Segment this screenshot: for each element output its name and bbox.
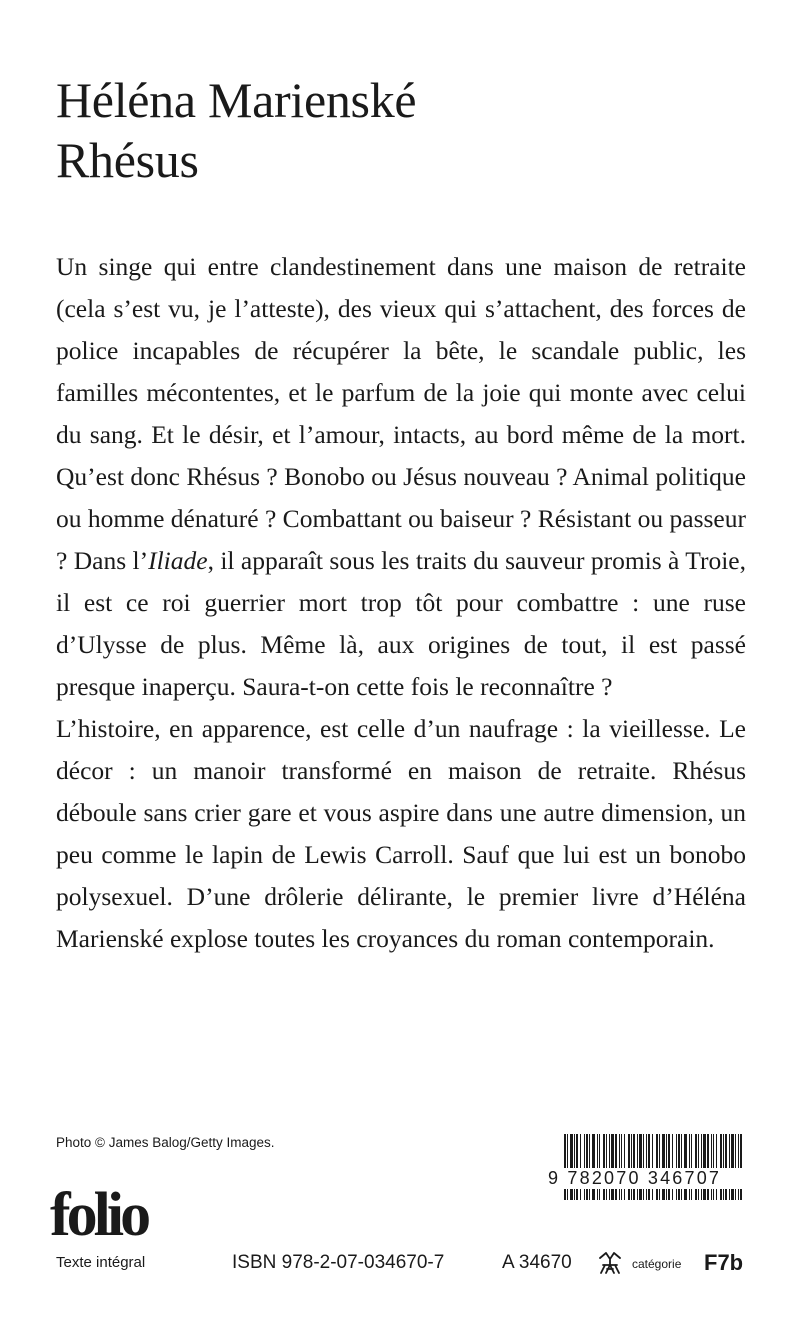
back-cover-blurb: [56, 246, 746, 960]
catalog-code: A 34670: [502, 1252, 572, 1273]
isbn: ISBN 978-2-07-034670-7: [232, 1252, 445, 1273]
category-code: F7b: [704, 1250, 744, 1275]
barcode-number: 9 782070 346707: [548, 1168, 748, 1189]
blurb-text: Un singe qui entre clandestinement dans une maison de retraite (cela s’est vu, je l’atteste), des vieux qui s’attachent, des forces de police incapables de récupérer la bête, le scandale public, les familles mécontentes, et le parfum de la joie qui monte avec celui du sang. Et le désir, et l’amour, intacts, au bord même de la mort. Qu’est donc Rhésus ? Bonobo ou Jésus nouveau ? Animal politique ou homme dénaturé ? Combattant ou baiseur ? Résistant ou passeur ? Dans l’: [56, 252, 746, 575]
book-heading: [56, 70, 416, 190]
photo-credit: Photo © James Balog/Getty Images.: [56, 1135, 275, 1150]
blurb-text: , il apparaît sous les traits du sauveur promis à Troie, il est ce roi guerrier mort trop tôt pour combattre : une ruse d’Ulysse de plus. Même là, aux origines de tout, il est passé presque inaperçu. Saura-t-on cette fois le reconnaître ?: [56, 546, 746, 701]
publisher-logo: folio: [50, 1181, 148, 1249]
category-label: catégorie: [632, 1257, 682, 1271]
author-name: Héléna Marienské: [56, 72, 417, 128]
blurb-paragraph-1: [56, 246, 746, 708]
gallimard-emblem-icon: [597, 1250, 623, 1276]
blurb-italic-title: Iliade: [148, 546, 208, 575]
book-title: Rhésus: [56, 132, 199, 188]
barcode-icon: [564, 1134, 744, 1200]
publisher-subtitle: Texte intégral: [56, 1254, 146, 1271]
blurb-paragraph-2: L’histoire, en apparence, est celle d’un naufrage : la vieillesse. Le décor : un manoir transformé en maison de retraite. Rhésus déboule sans crier gare et vous aspire dans une autre dimension, un peu comme le lapin de Lewis Carroll. Sauf que lui est un bonobo polysexuel. D’une drôlerie délirante, le premier livre d’Héléna Marienské explose toutes les croyances du roman contemporain.: [56, 714, 746, 953]
